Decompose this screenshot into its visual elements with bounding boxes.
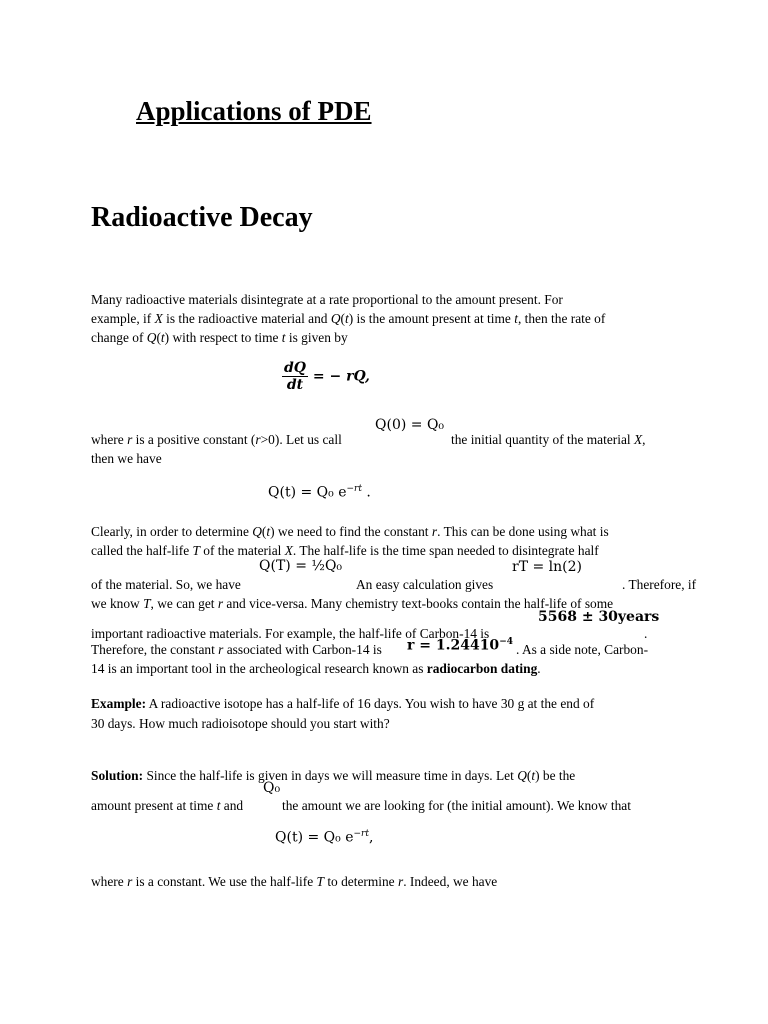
paragraph-line: we know T, we can get r and vice-versa. Many chemistry text-books contain the half-life of some: [91, 596, 614, 611]
equation-carbon14-constant: $r = 1.24410^{-4}$: [407, 637, 513, 654]
example-line: 30 days. How much radioisotope should you start with?: [91, 716, 390, 731]
equation-exponential-decay-2: Q(t) = Q₀ $e^{-rt}$,: [275, 829, 374, 846]
paragraph-line: where r is a constant. We use the half-life T to determine r. Indeed, we have: [91, 874, 498, 889]
paragraph-line: then we have: [91, 451, 162, 466]
paragraph-line: the initial quantity of the material X,: [451, 432, 646, 447]
solution-line: amount present at time t and: [91, 798, 244, 813]
document-title: Applications of PDE: [136, 96, 372, 126]
paragraph-line: . Therefore, if: [622, 577, 697, 592]
paragraph-line: 14 is an important tool in the archeological research known as radiocarbon dating.: [91, 661, 541, 676]
paragraph-line: where r is a positive constant (r>0). Let us call: [91, 432, 342, 447]
solution-line: the amount we are looking for (the initial amount). We know that: [282, 798, 631, 813]
equation-initial-quantity: Q(0) = Q₀: [375, 417, 445, 433]
equation-decay-rate: $\frac{dQ}{dt}$ = − rQ,: [284, 360, 370, 393]
equation-carbon14-half-life: 5568 ± 30years: [538, 609, 660, 625]
equation-rt-ln2: rT = ln(2): [512, 559, 582, 575]
paragraph-line: An easy calculation gives: [356, 577, 494, 592]
paragraph-line: .: [644, 626, 648, 641]
section-heading: Radioactive Decay: [91, 202, 313, 233]
paragraph-line: change of Q(t) with respect to time t is given by: [91, 330, 348, 345]
paragraph-line: Therefore, the constant r associated with Carbon-14 is: [91, 642, 382, 657]
paragraph-line: . As a side note, Carbon-: [516, 642, 649, 657]
paragraph-line: Many radioactive materials disintegrate at a rate proportional to the amount present. For: [91, 292, 563, 307]
example-line: Example: A radioactive isotope has a half-life of 16 days. You wish to have 30 g at the end of: [91, 696, 595, 711]
equation-q0: Q₀: [263, 780, 281, 796]
equation-half-life-condition: Q(T) = ½Q₀: [259, 558, 343, 574]
paragraph-line: important radioactive materials. For example, the half-life of Carbon-14 is: [91, 626, 490, 641]
equation-exponential-decay: Q(t) = Q₀ $e^{-rt}$ .: [268, 484, 371, 501]
paragraph-line: example, if X is the radioactive material and Q(t) is the amount present at time t, then the rate of: [91, 311, 606, 326]
paragraph-line: of the material. So, we have: [91, 577, 241, 592]
solution-line: Solution: Since the half-life is given in days we will measure time in days. Let Q(t) be the: [91, 768, 576, 783]
paragraph-line: Clearly, in order to determine Q(t) we need to find the constant r. This can be done using what is: [91, 524, 609, 539]
paragraph-line: called the half-life T of the material X. The half-life is the time span needed to disintegrate half: [91, 543, 599, 558]
